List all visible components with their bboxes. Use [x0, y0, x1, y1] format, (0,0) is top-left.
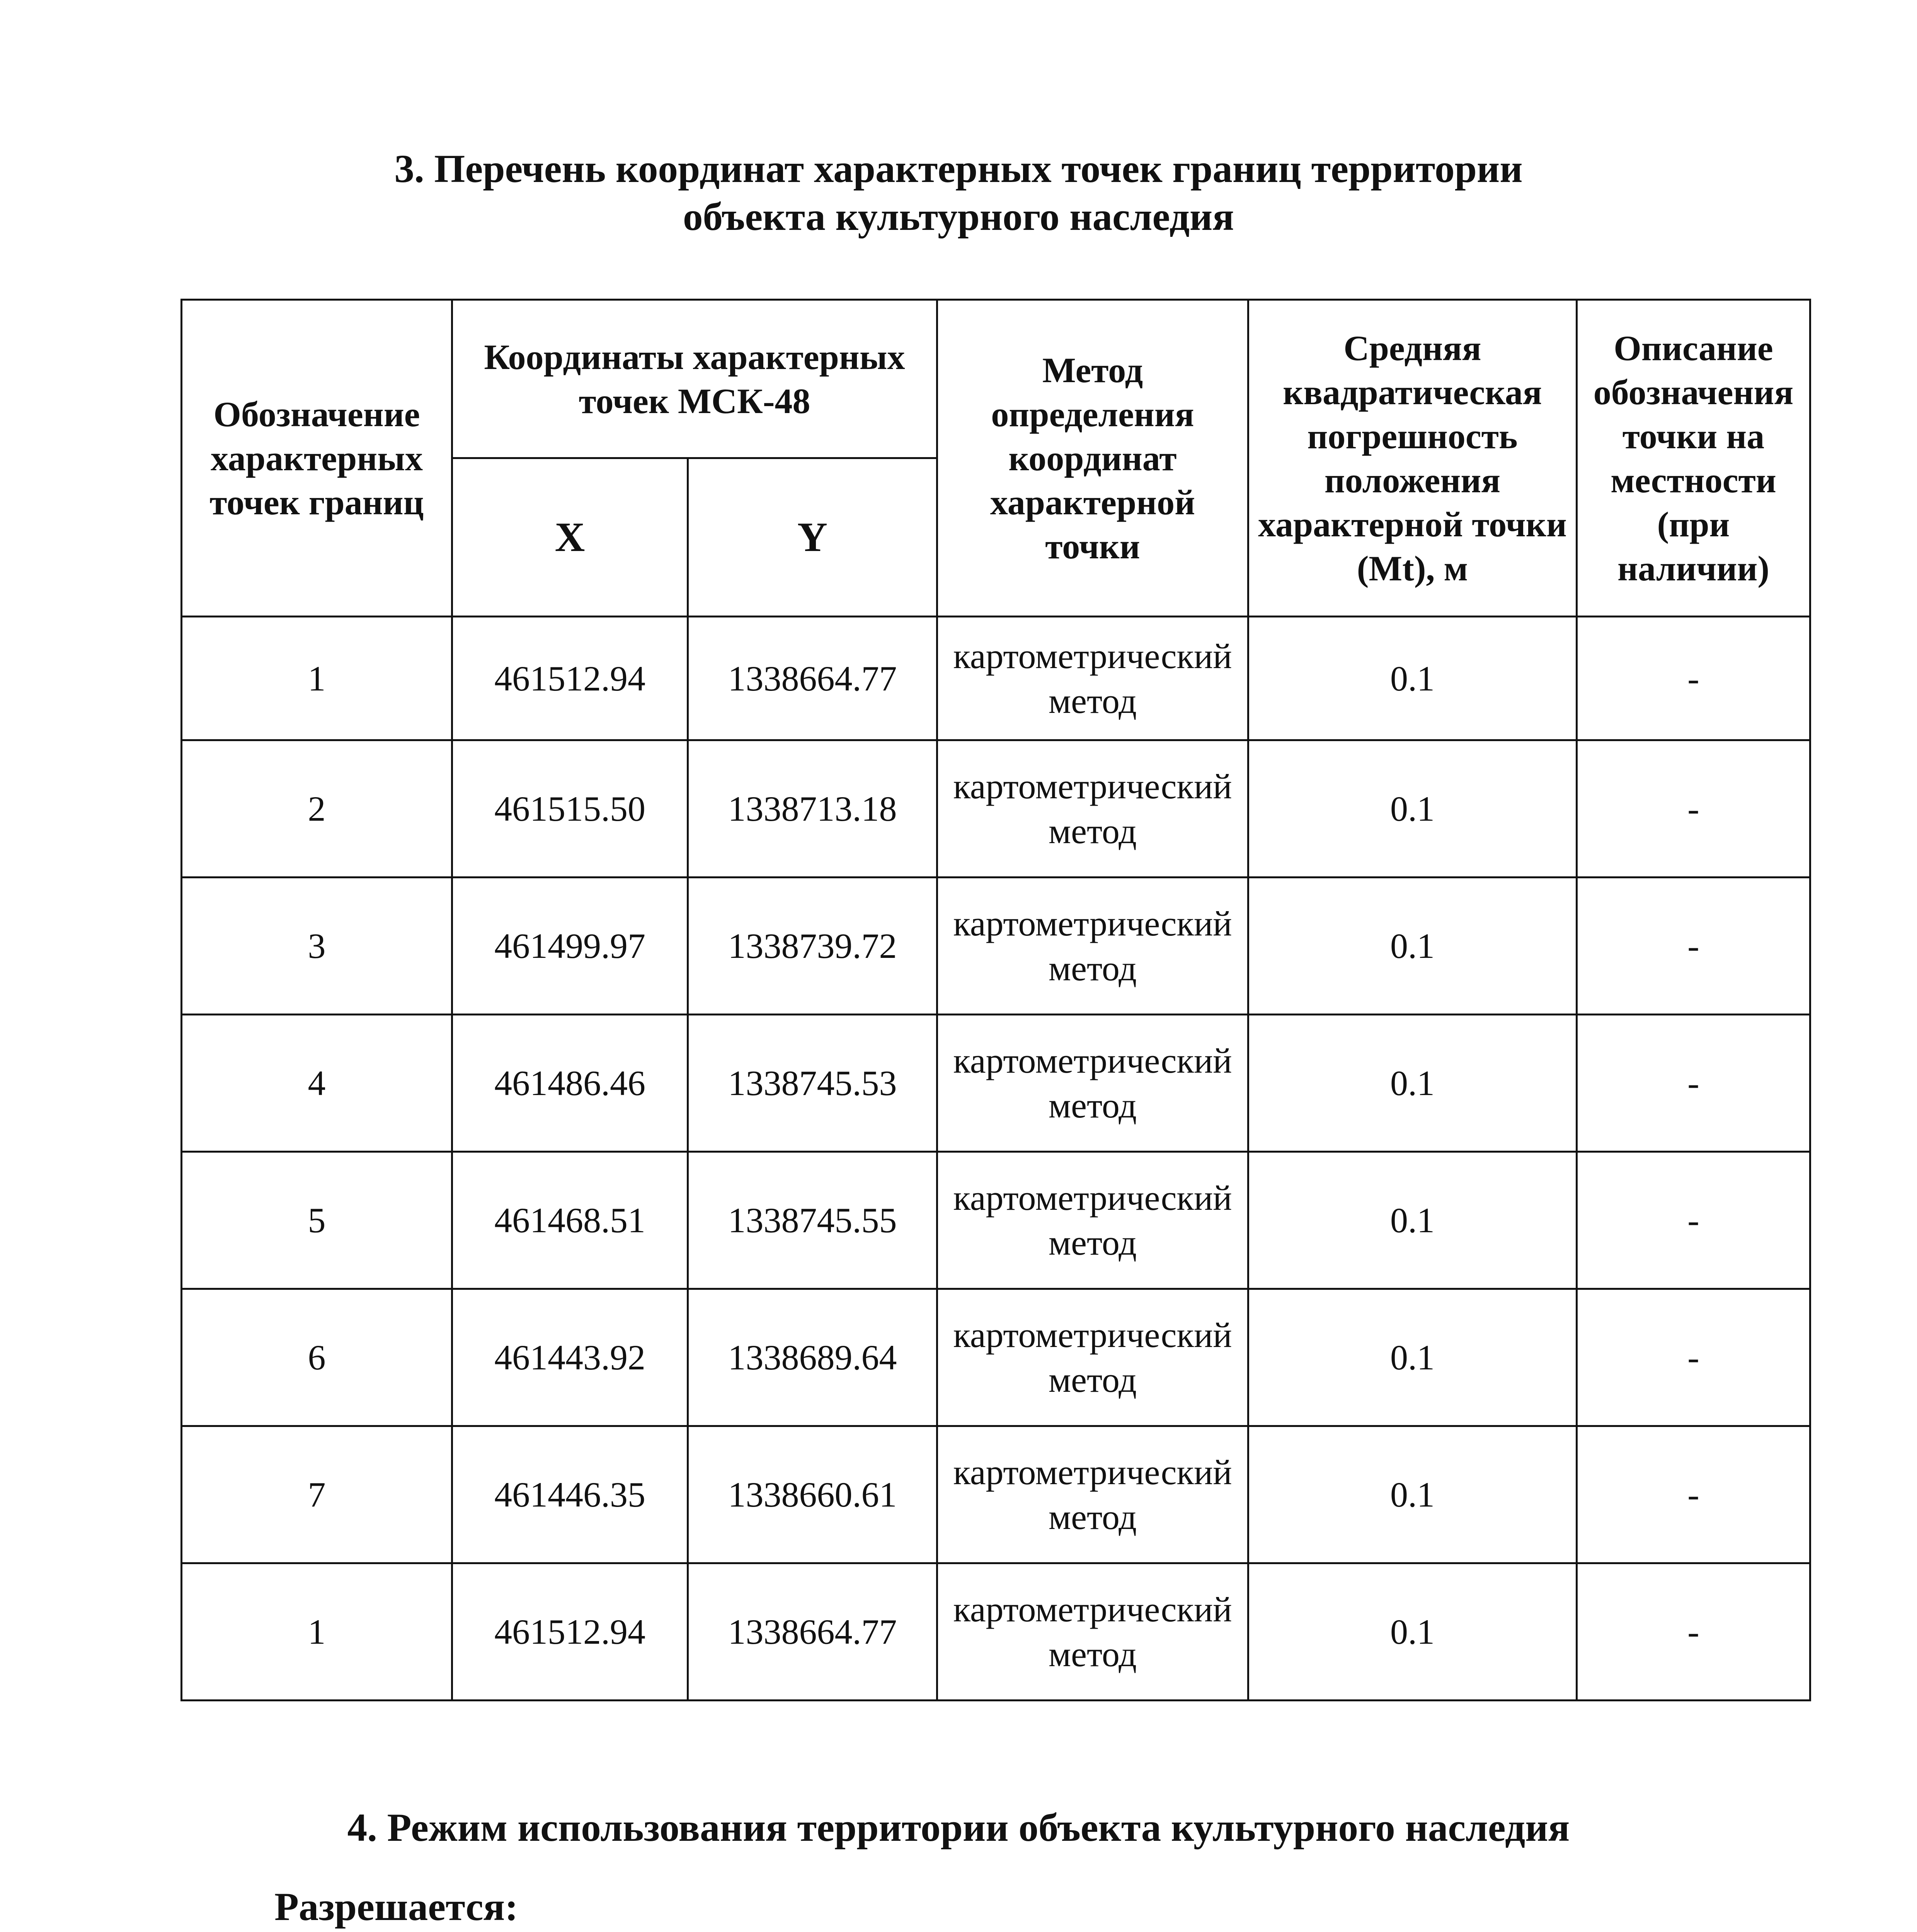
cell-description: - — [1577, 1426, 1810, 1563]
cell-method: картометрический метод — [937, 1015, 1248, 1152]
header-method: Метод определения координат характерной точки — [937, 300, 1248, 617]
cell-description: - — [1577, 617, 1810, 740]
cell-error: 0.1 — [1248, 1563, 1577, 1701]
cell-error: 0.1 — [1248, 1152, 1577, 1289]
cell-y: 1338689.64 — [688, 1289, 937, 1426]
table-row — [182, 878, 1810, 1015]
header-error: Средняя квадратическая погрешность положения характерной точки (Mt), м — [1248, 300, 1577, 617]
cell-point: 4 — [182, 1015, 452, 1152]
coordinates-table — [180, 299, 1811, 1701]
cell-method: картометрический метод — [937, 740, 1248, 878]
section-3-title-line-1: 3. Перечень координат характерных точек границ территории — [394, 147, 1523, 191]
cell-point: 2 — [182, 740, 452, 878]
cell-x: 461468.51 — [452, 1152, 688, 1289]
cell-point: 6 — [182, 1289, 452, 1426]
table-row — [182, 740, 1810, 878]
cell-x: 461512.94 — [452, 1563, 688, 1701]
cell-method: картометрический метод — [937, 617, 1248, 740]
table-row — [182, 1152, 1810, 1289]
cell-description: - — [1577, 1289, 1810, 1426]
section-4-heading: 4. Режим использования территории объекта культурного наследия — [347, 1806, 1570, 1850]
cell-point: 3 — [182, 878, 452, 1015]
section-3-heading — [0, 145, 1917, 241]
table-row — [182, 617, 1810, 740]
header-x: X — [452, 458, 688, 617]
section-3-title-line-2: объекта культурного наследия — [683, 195, 1234, 239]
cell-x: 461486.46 — [452, 1015, 688, 1152]
cell-method: картометрический метод — [937, 1563, 1248, 1701]
cell-point: 1 — [182, 1563, 452, 1701]
cell-method: картометрический метод — [937, 1152, 1248, 1289]
table-row — [182, 1426, 1810, 1563]
cell-description: - — [1577, 878, 1810, 1015]
cell-description: - — [1577, 1563, 1810, 1701]
cell-y: 1338664.77 — [688, 617, 937, 740]
cell-x: 461446.35 — [452, 1426, 688, 1563]
header-coordinates: Координаты характерных точек МСК-48 — [452, 300, 937, 458]
allowed-label: Разрешается: — [274, 1885, 518, 1929]
cell-x: 461499.97 — [452, 878, 688, 1015]
table-header-row-1 — [182, 300, 1810, 458]
header-designation: Обозначение характерных точек границ — [182, 300, 452, 617]
cell-error: 0.1 — [1248, 617, 1577, 740]
cell-y: 1338660.61 — [688, 1426, 937, 1563]
table-row — [182, 1289, 1810, 1426]
table-row — [182, 1015, 1810, 1152]
cell-x: 461443.92 — [452, 1289, 688, 1426]
cell-error: 0.1 — [1248, 878, 1577, 1015]
cell-method: картометрический метод — [937, 878, 1248, 1015]
cell-error: 0.1 — [1248, 740, 1577, 878]
cell-method: картометрический метод — [937, 1426, 1248, 1563]
cell-error: 0.1 — [1248, 1426, 1577, 1563]
cell-y: 1338713.18 — [688, 740, 937, 878]
cell-y: 1338745.53 — [688, 1015, 937, 1152]
cell-x: 461515.50 — [452, 740, 688, 878]
cell-point: 7 — [182, 1426, 452, 1563]
cell-y: 1338745.55 — [688, 1152, 937, 1289]
header-description: Описание обозначения точки на местности (при наличии) — [1577, 300, 1810, 617]
cell-description: - — [1577, 1015, 1810, 1152]
table-row — [182, 1563, 1810, 1701]
cell-error: 0.1 — [1248, 1015, 1577, 1152]
cell-method: картометрический метод — [937, 1289, 1248, 1426]
header-y: Y — [688, 458, 937, 617]
cell-description: - — [1577, 740, 1810, 878]
section-4-body — [274, 1882, 1789, 1932]
cell-point: 1 — [182, 617, 452, 740]
cell-y: 1338664.77 — [688, 1563, 937, 1701]
cell-point: 5 — [182, 1152, 452, 1289]
cell-y: 1338739.72 — [688, 878, 937, 1015]
cell-error: 0.1 — [1248, 1289, 1577, 1426]
cell-description: - — [1577, 1152, 1810, 1289]
cell-x: 461512.94 — [452, 617, 688, 740]
